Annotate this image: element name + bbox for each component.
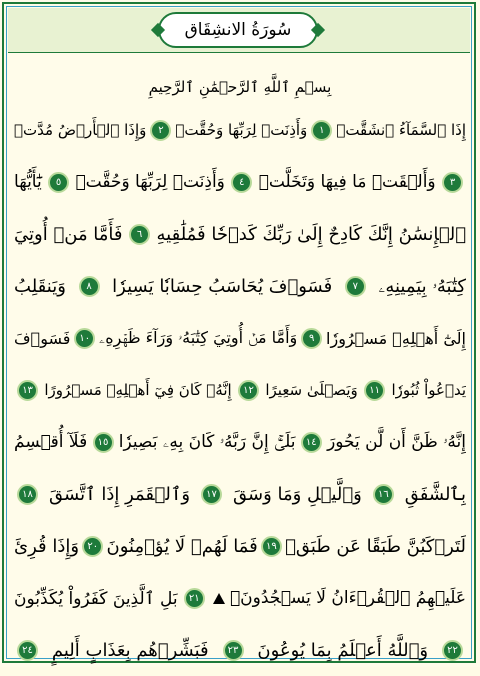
verse-text: فَبَشِّرۡهُم بِعَذَابٍ أَلِيمٍ <box>51 639 209 661</box>
verse-text: بَلَىٰٓۚ إِنَّ رَبَّهُۥ كَانَ بِهِۦ بَصِيرٗا <box>118 432 296 452</box>
basmala-text: بِسۡمِ ٱللَّهِ ٱلرَّحۡمَٰنِ ٱلرَّحِيمِ <box>148 78 332 96</box>
verse-line <box>14 364 466 416</box>
ayah-number-marker: ١١ <box>364 380 385 401</box>
verse-text: إِنَّهُۥ كَانَ فِيٓ أَهۡلِهِۦ مَسۡرُورًا <box>44 381 232 399</box>
verse-line <box>14 520 466 572</box>
verse-text: وَيَنقَلِبُ <box>14 275 66 297</box>
right-ornament-icon <box>311 23 325 37</box>
verse-lines <box>14 104 466 676</box>
verse-text: ٱلۡإِنسَٰنُ إِنَّكَ كَادِحٌ إِلَىٰ رَبِّكَ كَدۡحٗا فَمُلَٰقِيهِ <box>156 223 466 245</box>
verse-text: فَمَا لَهُمۡ لَا يُؤۡمِنُونَ <box>106 535 258 557</box>
ayah-number-marker: ٤ <box>231 172 252 193</box>
verse-text: إِذَا ٱلسَّمَآءُ ٱنشَقَّتۡ <box>336 121 466 139</box>
verse-line <box>14 156 466 208</box>
ayah-number-marker: ٢١ <box>184 588 205 609</box>
surah-title: سُورَةُ الانشِقَاق <box>184 20 292 40</box>
verse-text: وَأَذِنَتۡ لِرَبِّهَا وَحُقَّتۡ <box>75 172 225 192</box>
verse-line <box>14 312 466 364</box>
verse-text: إِلَىٰٓ أَهۡلِهِۦ مَسۡرُورٗا <box>326 328 466 348</box>
verse-text: وَأَمَّا مَنۡ أُوتِيَ كِتَٰبَهُۥ وَرَآءَ ظَهۡرِهِۦ <box>99 328 298 347</box>
verse-text: بَلِ ٱلَّذِينَ كَفَرُواْ يُكَذِّبُونَ <box>14 588 178 609</box>
ayah-number-marker: ٣ <box>442 172 463 193</box>
verse-text: فَسَوۡفَ <box>14 328 71 348</box>
sajda-icon <box>213 593 225 604</box>
verse-line <box>14 468 466 520</box>
ayah-number-marker: ١٦ <box>373 484 394 505</box>
verse-text: وَٱلۡقَمَرِ إِذَا ٱتَّسَقَ <box>49 483 191 505</box>
verse-text: كِتَٰبَهُۥ بِيَمِينِهِۦ <box>378 275 466 297</box>
ayah-number-marker: ٢٤ <box>17 640 38 661</box>
ayah-number-marker: ٢٢ <box>442 640 463 661</box>
ayah-number-marker: ١٩ <box>261 536 282 557</box>
ayah-number-marker: ٦ <box>129 224 150 245</box>
verse-text: وَأَذِنَتۡ لِرَبِّهَا وَحُقَّتۡ <box>175 121 308 139</box>
left-ornament-icon <box>151 23 165 37</box>
ayah-number-marker: ١٥ <box>93 432 114 453</box>
verse-text: عَلَيۡهِمُ ٱلۡقُرۡءَانُ لَا يَسۡجُدُونَۤ <box>229 588 466 608</box>
basmala <box>0 74 480 100</box>
ayah-number-marker: ٢٠ <box>82 536 103 557</box>
verse-text: وَإِذَا قُرِئَ <box>14 535 80 557</box>
verse-text: يَٰٓأَيُّهَا <box>14 172 42 192</box>
verse-text: وَيَصۡلَىٰ سَعِيرًا <box>265 381 358 399</box>
verse-line <box>14 208 466 260</box>
verse-line <box>14 104 466 156</box>
ayah-number-marker: ١٣ <box>17 380 38 401</box>
verse-text: وَإِذَا ٱلۡأَرۡضُ مُدَّتۡ <box>14 121 147 139</box>
ayah-number-marker: ٢ <box>150 120 171 141</box>
ayah-number-marker: ١٨ <box>17 484 38 505</box>
surah-header <box>8 8 470 53</box>
ayah-number-marker: ١٧ <box>201 484 222 505</box>
ayah-number-marker: ٧ <box>345 276 366 297</box>
verse-text: بِٱلشَّفَقِ <box>404 483 466 505</box>
verse-text: فَأَمَّا مَنۡ أُوتِيَ <box>14 223 123 245</box>
ayah-number-marker: ١٤ <box>301 432 322 453</box>
ayah-number-marker: ٩ <box>301 328 322 349</box>
ayah-number-marker: ٥ <box>48 172 69 193</box>
verse-text: وَٱللَّهُ أَعۡلَمُ بِمَا يُوعُونَ <box>257 639 429 661</box>
surah-title-frame <box>158 12 318 48</box>
verse-line <box>14 572 466 624</box>
verse-line <box>14 416 466 468</box>
verse-text: فَلَآ أُقۡسِمُ <box>14 432 88 452</box>
ayah-number-marker: ٢٣ <box>223 640 244 661</box>
ayah-number-marker: ١ <box>311 120 332 141</box>
verse-line <box>14 260 466 312</box>
verse-text: يَدۡعُواْ ثُبُورٗا <box>391 381 466 399</box>
verse-text: فَسَوۡفَ يُحَاسَبُ حِسَابٗا يَسِيرٗا <box>112 275 333 297</box>
verse-text: وَأَلۡقَتۡ مَا فِيهَا وَتَخَلَّتۡ <box>258 172 436 192</box>
verse-text: وَٱلَّيۡلِ وَمَا وَسَقَ <box>232 483 362 505</box>
verse-text: لَتَرۡكَبُنَّ طَبَقًا عَن طَبَقٖ <box>285 535 466 557</box>
ayah-number-marker: ٨ <box>79 276 100 297</box>
verse-line <box>14 624 466 676</box>
ayah-number-marker: ١٠ <box>74 328 95 349</box>
verse-text: إِنَّهُۥ ظَنَّ أَن لَّن يَحُورَ <box>327 432 466 452</box>
ayah-number-marker: ١٢ <box>238 380 259 401</box>
